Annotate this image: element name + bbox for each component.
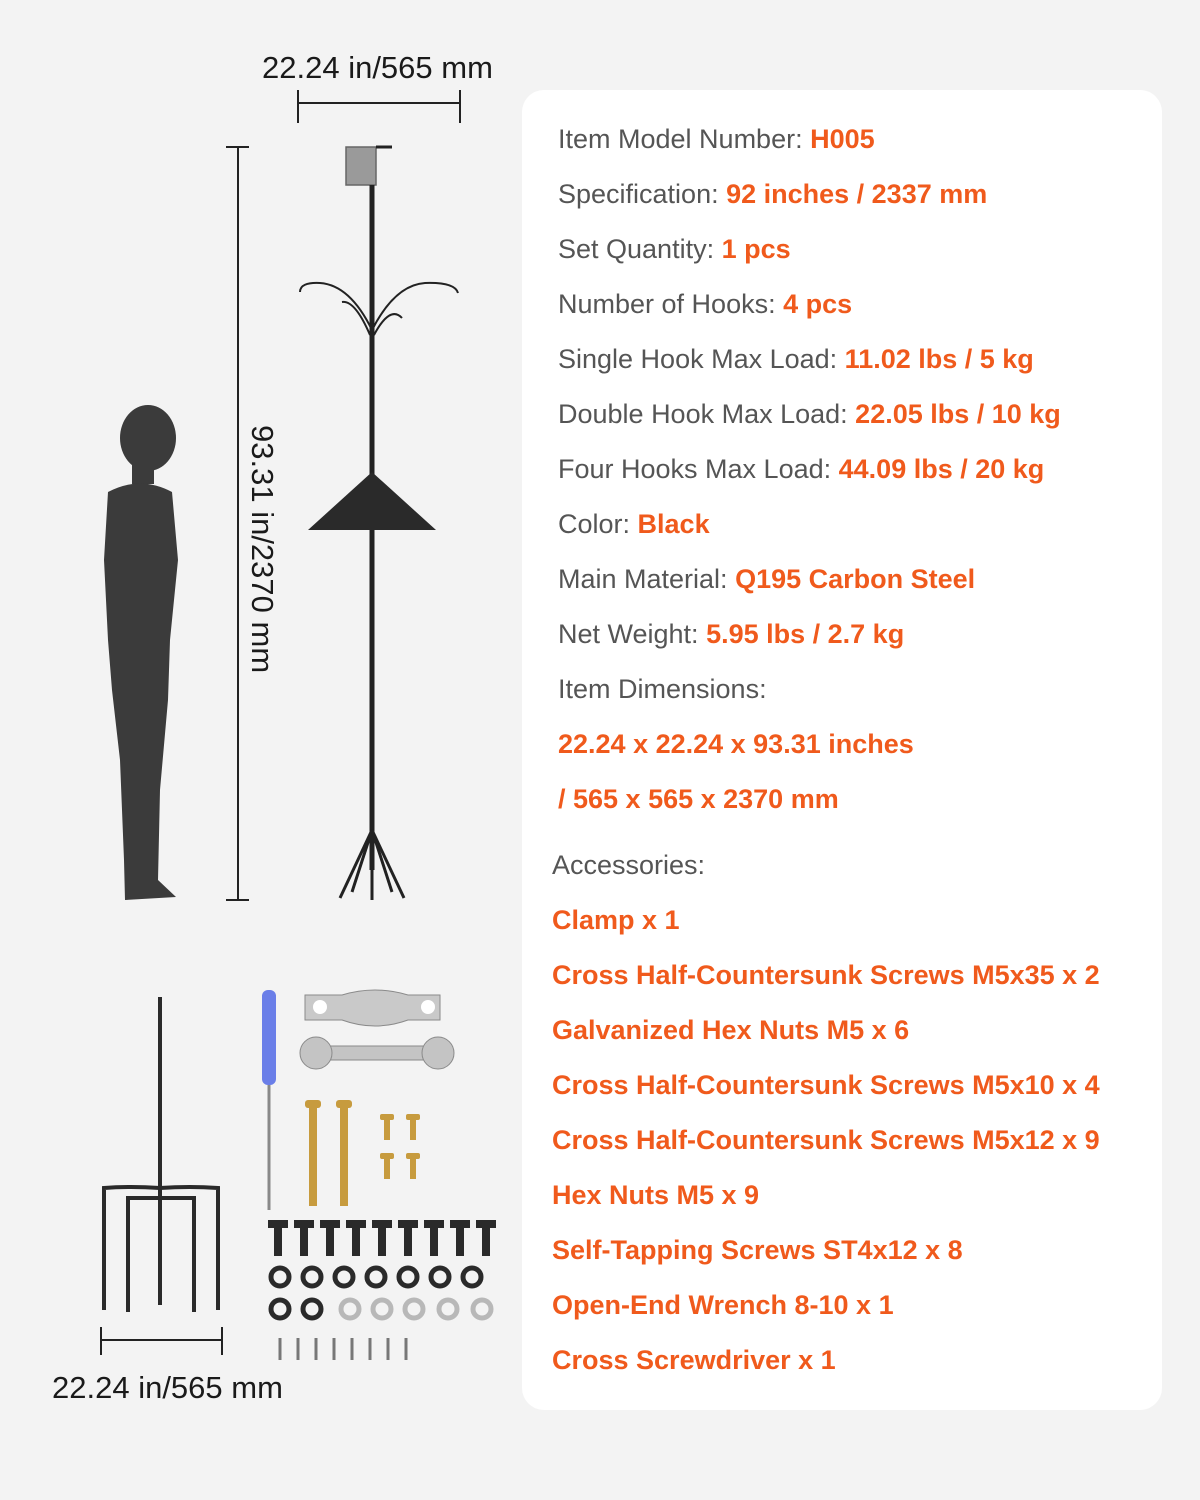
human-silhouette xyxy=(104,405,178,900)
self-tapping-screws-image xyxy=(280,1338,406,1360)
accessory-item: Self-Tapping Screws ST4x12 x 8 xyxy=(552,1235,963,1265)
accessory-item: Clamp x 1 xyxy=(552,905,680,935)
spec-color: Color: Black xyxy=(558,509,710,539)
spec-model-number: Item Model Number: H005 xyxy=(558,124,875,154)
accessory-item: Open-End Wrench 8-10 x 1 xyxy=(552,1290,894,1320)
hex-nuts-image xyxy=(271,1268,491,1318)
screwdriver-image xyxy=(262,990,276,1210)
wrench-image xyxy=(300,1037,454,1069)
height-label: 93.31 in/2370 mm xyxy=(245,425,280,674)
accessory-item: Cross Half-Countersunk Screws M5x12 x 9 xyxy=(552,1125,1100,1155)
spec-number-of-hooks: Number of Hooks: 4 pcs xyxy=(558,289,853,319)
spec-double-hook-load: Double Hook Max Load: 22.05 lbs / 10 kg xyxy=(558,399,1061,429)
accessory-item: Cross Half-Countersunk Screws M5x10 x 4 xyxy=(552,1070,1100,1100)
clamp-image xyxy=(305,990,440,1026)
bottom-width-label: 22.24 in/565 mm xyxy=(52,1370,283,1405)
hook-pole xyxy=(300,147,458,900)
accessories-title: Accessories: xyxy=(552,850,706,880)
long-screws-image xyxy=(305,1100,352,1206)
accessory-item: Cross Half-Countersunk Screws M5x35 x 2 xyxy=(552,960,1100,990)
item-dimensions-mm: / 565 x 565 x 2370 mm xyxy=(558,784,839,814)
black-screws-image xyxy=(268,1220,496,1256)
top-width-label: 22.24 in/565 mm xyxy=(262,50,493,85)
item-dimensions-inches: 22.24 x 22.24 x 93.31 inches xyxy=(558,729,914,759)
spec-specification: Specification: 92 inches / 2337 mm xyxy=(558,179,988,209)
spec-item-dimensions-label: Item Dimensions: xyxy=(558,674,767,704)
spec-main-material: Main Material: Q195 Carbon Steel xyxy=(558,564,976,594)
ground-stake xyxy=(104,997,218,1312)
accessory-item: Galvanized Hex Nuts M5 x 6 xyxy=(552,1015,910,1045)
spec-single-hook-load: Single Hook Max Load: 11.02 lbs / 5 kg xyxy=(558,344,1034,374)
top-width-dimension-line xyxy=(298,90,460,123)
spec-net-weight: Net Weight: 5.95 lbs / 2.7 kg xyxy=(558,619,905,649)
product-illustration xyxy=(0,0,520,1500)
spec-four-hooks-load: Four Hooks Max Load: 44.09 lbs / 20 kg xyxy=(558,454,1045,484)
accessory-item: Hex Nuts M5 x 9 xyxy=(552,1180,760,1210)
accessory-item: Cross Screwdriver x 1 xyxy=(552,1345,836,1375)
short-screws-image xyxy=(380,1114,420,1179)
bottom-width-dimension-line xyxy=(101,1327,222,1355)
spec-set-quantity: Set Quantity: 1 pcs xyxy=(558,234,791,264)
